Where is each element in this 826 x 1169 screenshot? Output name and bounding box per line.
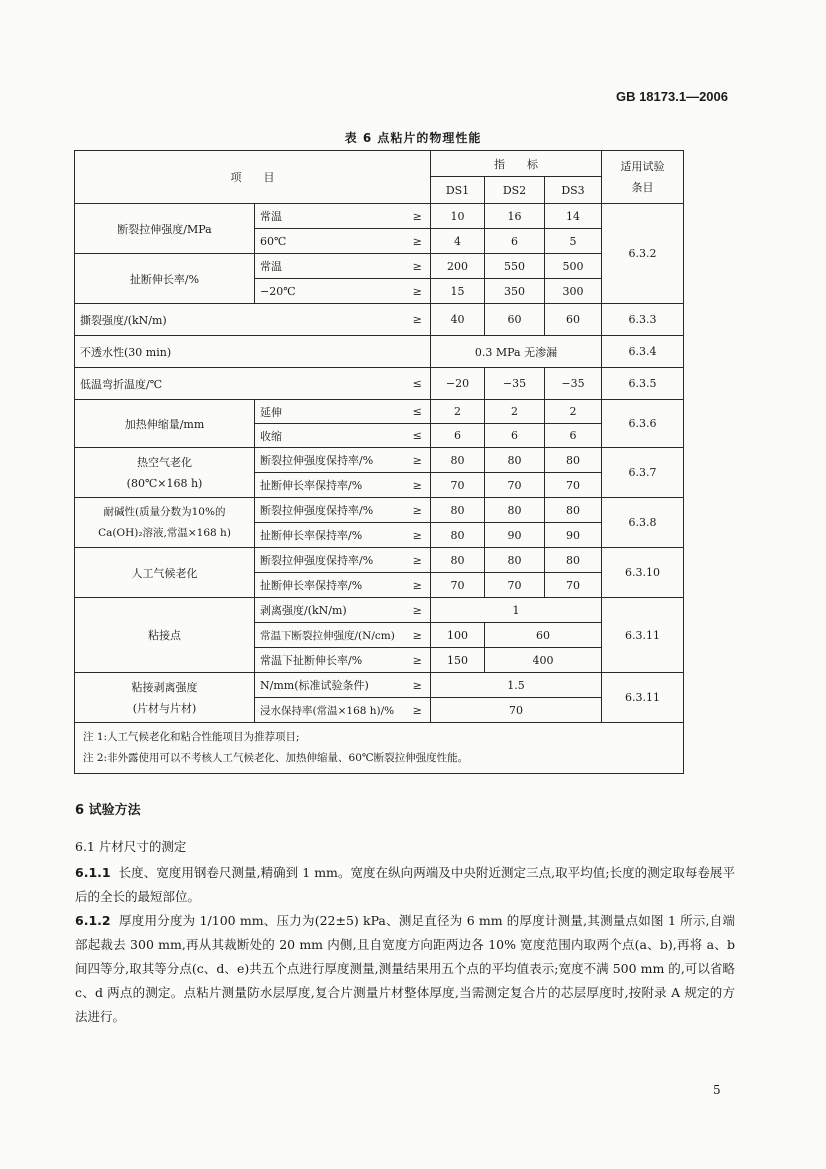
table-row [75, 548, 684, 573]
value-cell: 1 [431, 598, 602, 623]
value-cell: 80 [485, 448, 545, 473]
header-item: 项 目 [75, 151, 431, 204]
value-cell: 80 [485, 548, 545, 573]
value-cell: 6 [485, 424, 545, 448]
standard-number: GB 18173.1—2006 [615, 89, 728, 104]
value-cell: 500 [545, 254, 602, 279]
comparison-sign: ≥ [405, 473, 431, 498]
comparison-sign: ≤ [405, 400, 431, 424]
table-row [75, 498, 684, 523]
value-cell: 1.5 [431, 673, 602, 698]
value-cell: 70 [485, 573, 545, 598]
value-cell: 0.3 MPa 无渗漏 [431, 336, 602, 368]
comparison-sign: ≥ [405, 523, 431, 548]
value-cell: 350 [485, 279, 545, 304]
value-cell: 40 [431, 304, 485, 336]
comparison-sign: ≤ [405, 368, 431, 400]
value-cell: 70 [485, 473, 545, 498]
row-condition: 延伸 [255, 400, 405, 424]
row-condition: 常温下断裂拉伸强度/(N/cm) [255, 623, 405, 648]
paragraph-text: 长度、宽度用钢卷尺测量,精确到 1 mm。宽度在纵向两端及中央附近测定三点,取平均值;长度的测定取每卷展平后的全长的最短部位。 [75, 865, 735, 904]
row-label-line2: (片材与片材) [132, 701, 197, 715]
comparison-sign: ≥ [405, 623, 431, 648]
row-label-line1: 耐碱性(质量分数为10%的 [103, 505, 226, 518]
col-ds1: DS1 [431, 177, 485, 204]
method-ref: 6.3.4 [602, 336, 684, 368]
method-ref: 6.3.7 [602, 448, 684, 498]
value-cell: 2 [545, 400, 602, 424]
value-cell: 15 [431, 279, 485, 304]
value-cell: 150 [431, 648, 485, 673]
value-cell: 550 [485, 254, 545, 279]
comparison-sign: ≥ [405, 548, 431, 573]
section-heading: 6 试验方法 [75, 803, 141, 818]
table-row [75, 598, 684, 623]
table-row [75, 336, 684, 368]
comparison-sign: ≥ [405, 573, 431, 598]
row-label-line2: Ca(OH)₂溶液,常温×168 h) [98, 526, 231, 539]
row-label: 扯断伸长率/% [75, 254, 255, 304]
method-ref: 6.3.11 [602, 673, 684, 723]
comparison-sign: ≤ [405, 424, 431, 448]
row-condition: 断裂拉伸强度保持率/% [255, 498, 405, 523]
value-cell: 6 [485, 229, 545, 254]
value-cell: 80 [431, 523, 485, 548]
value-cell: 70 [545, 473, 602, 498]
table-caption: 表 6 点粘片的物理性能 [344, 131, 482, 145]
value-cell: −20 [431, 368, 485, 400]
value-cell: 2 [431, 400, 485, 424]
comparison-sign: ≥ [405, 448, 431, 473]
header-method: 适用试验条目 [602, 151, 684, 204]
value-cell: 80 [545, 498, 602, 523]
row-condition: 常温 [255, 204, 405, 229]
value-cell: 60 [485, 623, 602, 648]
value-cell: 60 [485, 304, 545, 336]
value-cell: 4 [431, 229, 485, 254]
method-ref: 6.3.6 [602, 400, 684, 448]
value-cell: 70 [431, 573, 485, 598]
row-label-line2: (80℃×168 h) [126, 476, 203, 490]
table-row [75, 448, 684, 473]
comparison-sign: ≥ [405, 498, 431, 523]
table-notes-row [75, 723, 684, 774]
value-cell: 70 [545, 573, 602, 598]
comparison-sign: ≥ [405, 279, 431, 304]
row-label: 断裂拉伸强度/MPa [75, 204, 255, 254]
row-label: 人工气候老化 [75, 548, 255, 598]
comparison-sign: ≥ [405, 304, 431, 336]
comparison-sign: ≥ [405, 648, 431, 673]
comparison-sign: ≥ [405, 229, 431, 254]
method-ref: 6.3.8 [602, 498, 684, 548]
value-cell: 2 [485, 400, 545, 424]
table-row [75, 368, 684, 400]
row-label: 加热伸缩量/mm [75, 400, 255, 448]
row-condition: 断裂拉伸强度保持率/% [255, 548, 405, 573]
table-row [75, 254, 684, 279]
table-row [75, 204, 684, 229]
col-ds2: DS2 [485, 177, 545, 204]
value-cell: 100 [431, 623, 485, 648]
value-cell: 6 [545, 424, 602, 448]
note-2: 注 2:非外露使用可以不考核人工气候老化、加热伸缩量、60℃断裂拉伸强度性能。 [83, 752, 469, 764]
physical-properties-table [74, 150, 684, 774]
row-condition: 扯断伸长率保持率/% [255, 473, 405, 498]
row-label-line1: 热空气老化 [137, 455, 192, 469]
note-1: 注 1:人工气候老化和粘合性能项目为推荐项目; [83, 731, 300, 743]
method-ref: 6.3.5 [602, 368, 684, 400]
value-cell: 70 [431, 698, 602, 723]
value-cell: 60 [545, 304, 602, 336]
row-condition: 扯断伸长率保持率/% [255, 573, 405, 598]
header-index: 指 标 [431, 151, 602, 177]
value-cell: 80 [545, 548, 602, 573]
row-condition: 断裂拉伸强度保持率/% [255, 448, 405, 473]
table-row [75, 304, 684, 336]
value-cell: 16 [485, 204, 545, 229]
clause-number: 6.1.2 [75, 913, 111, 928]
value-cell: 80 [431, 448, 485, 473]
row-label [75, 498, 255, 548]
row-label: 撕裂强度/(kN/m) [75, 304, 405, 336]
comparison-sign: ≥ [405, 698, 431, 723]
value-cell: −35 [485, 368, 545, 400]
row-condition: 浸水保持率(常温×168 h)/% [255, 698, 405, 723]
value-cell: 300 [545, 279, 602, 304]
table-row [75, 673, 684, 698]
row-condition: N/mm(标准试验条件) [255, 673, 405, 698]
row-condition: 收缩 [255, 424, 405, 448]
row-label [75, 448, 255, 498]
value-cell: −35 [545, 368, 602, 400]
row-label: 低温弯折温度/℃ [75, 368, 405, 400]
value-cell: 14 [545, 204, 602, 229]
col-ds3: DS3 [545, 177, 602, 204]
comparison-sign: ≥ [405, 598, 431, 623]
row-condition: 常温下扯断伸长率/% [255, 648, 405, 673]
row-condition: 剥离强度/(kN/m) [255, 598, 405, 623]
value-cell: 90 [545, 523, 602, 548]
paragraph-text: 厚度用分度为 1/100 mm、压力为(22±5) kPa、测足直径为 6 mm 的厚度计测量,其测量点如图 1 所示,自端部起裁去 300 mm,再从其裁断处的 20 mm 内侧,且自宽度方向距两边各 10% 宽度范围内取两个点(a、b),再将 a、b 间四等分,取其等分点(c、d、e)共五个点进行厚度测量,测量结果用五个点的平均值表示;宽度不满 500 mm 的,可以省略 c、d 两点的测定。点粘片测量防水层厚度,复合片测量片材整体厚度,当需测定复合片的芯层厚度时,按附录 A 规定的方法进行。 [75, 913, 735, 1024]
value-cell: 5 [545, 229, 602, 254]
method-ref: 6.3.10 [602, 548, 684, 598]
row-condition: −20℃ [255, 279, 405, 304]
method-ref: 6.3.2 [602, 204, 684, 304]
table-notes [75, 723, 684, 774]
value-cell: 6 [431, 424, 485, 448]
value-cell: 10 [431, 204, 485, 229]
value-cell: 80 [431, 548, 485, 573]
subsection-heading: 6.1 片材尺寸的测定 [75, 839, 187, 854]
value-cell: 200 [431, 254, 485, 279]
paragraph-6-1-1 [75, 861, 735, 909]
method-ref: 6.3.3 [602, 304, 684, 336]
value-cell: 80 [545, 448, 602, 473]
value-cell: 70 [431, 473, 485, 498]
row-condition: 常温 [255, 254, 405, 279]
method-ref: 6.3.11 [602, 598, 684, 673]
row-label [75, 673, 255, 723]
table-row [75, 400, 684, 424]
paragraph-6-1-2 [75, 909, 735, 1029]
row-condition: 60℃ [255, 229, 405, 254]
comparison-sign: ≥ [405, 254, 431, 279]
clause-number: 6.1.1 [75, 865, 111, 880]
page-number: 5 [713, 1083, 721, 1097]
row-label: 粘接点 [75, 598, 255, 673]
value-cell: 90 [485, 523, 545, 548]
value-cell: 80 [431, 498, 485, 523]
row-label: 不透水性(30 min) [75, 336, 431, 368]
row-condition: 扯断伸长率保持率/% [255, 523, 405, 548]
comparison-sign: ≥ [405, 204, 431, 229]
row-label-line1: 粘接剥离强度 [131, 680, 198, 694]
value-cell: 80 [485, 498, 545, 523]
comparison-sign: ≥ [405, 673, 431, 698]
value-cell: 400 [485, 648, 602, 673]
